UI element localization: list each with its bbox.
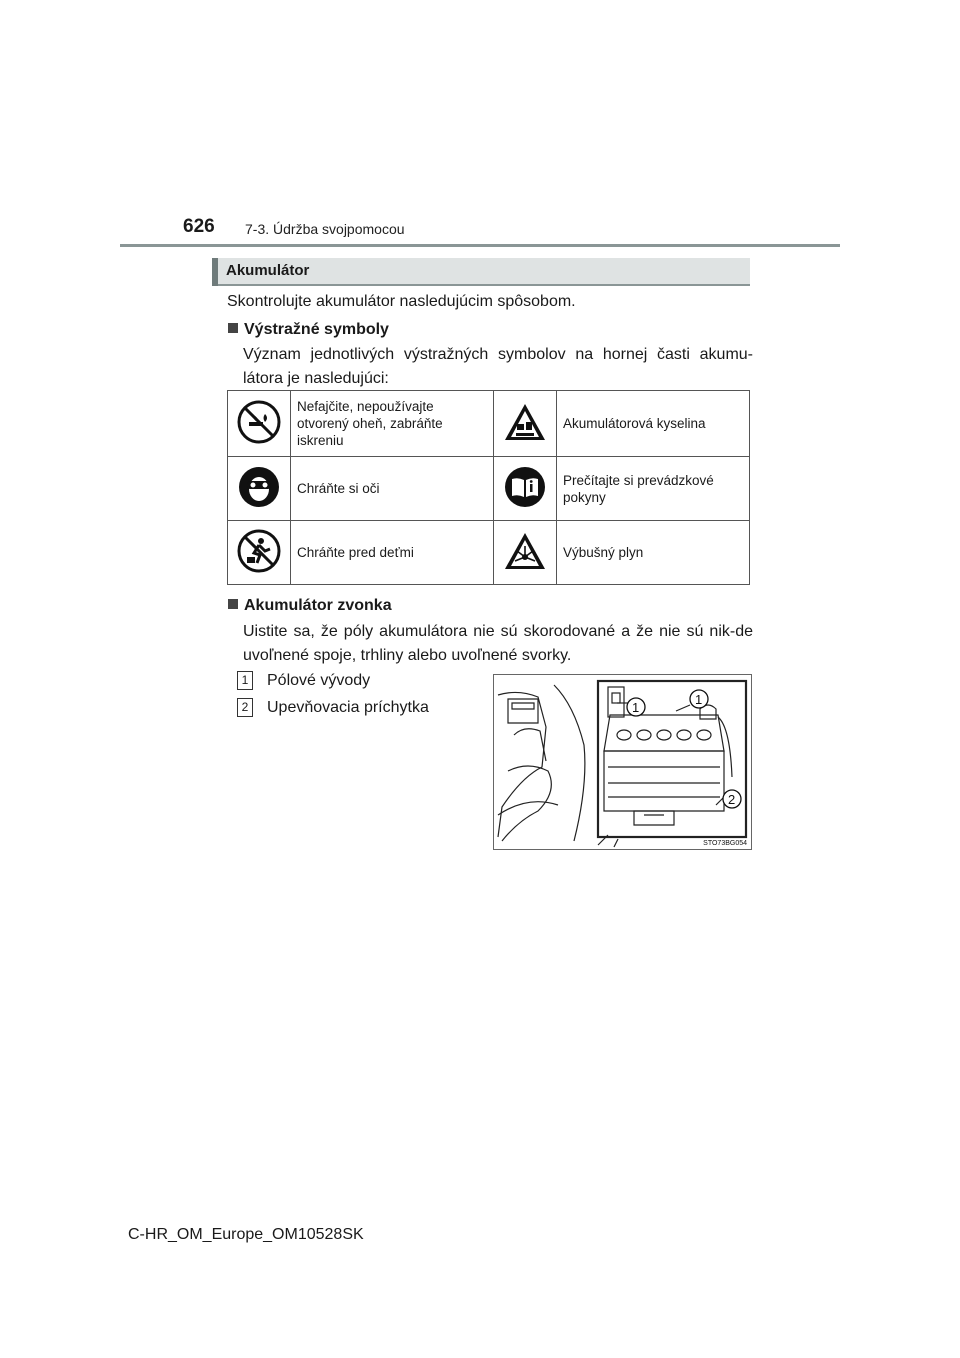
legend-label: Pólové vývody (267, 672, 371, 689)
legend-item (237, 670, 370, 692)
symbol-label: Nefajčite, nepoužívajte otvorený oheň, zabráňte iskreniu (291, 391, 494, 457)
read-manual-icon (494, 457, 557, 521)
table-row (228, 457, 750, 521)
legend-label: Upevňovacia príchytka (267, 699, 429, 716)
symbol-label: Výbušný plyn (557, 521, 750, 585)
legend-number: 2 (237, 698, 253, 717)
callout-number: 1 (632, 700, 640, 715)
illustration-code: STO73BG054 (703, 840, 747, 847)
warning-symbols-text: Význam jednotlivých výstražných symbolov na hornej časti akumu-látora je nasledujúci: (243, 346, 753, 387)
battery-illustration (493, 674, 752, 850)
symbol-label: Chráňte si oči (291, 457, 494, 521)
section-header-title: Akumulátor (226, 262, 310, 279)
symbol-label: Chráňte pred deťmi (291, 521, 494, 585)
exterior-text: Uistite sa, že póly akumulátora nie sú skorodované a že nie sú nik-de uvoľnené spoje, trhliny alebo uvoľnené svorky. (243, 623, 753, 664)
eye-protection-icon (228, 457, 291, 521)
warning-symbols-table (227, 390, 750, 585)
symbol-label: Prečítajte si prevádzkové pokyny (557, 457, 750, 521)
intro-text: Skontrolujte akumulátor nasledujúcim spôsobom. (227, 293, 576, 310)
callout-number: 1 (695, 692, 703, 707)
battery-drawing (494, 675, 751, 849)
warning-symbols-heading (228, 318, 389, 342)
table-row (228, 391, 750, 457)
symbol-label: Akumulátorová kyselina (557, 391, 750, 457)
legend-number: 1 (237, 671, 253, 690)
footer-doc-id: C-HR_OM_Europe_OM10528SK (128, 1226, 364, 1243)
table-row (228, 521, 750, 585)
explosive-gas-icon (494, 521, 557, 585)
section-title: 7-3. Údržba svojpomocou (245, 221, 405, 237)
exterior-heading (228, 594, 392, 618)
warning-symbols-heading-text: Výstražné symboly (244, 321, 389, 338)
square-bullet-icon (228, 599, 238, 609)
acid-warning-icon (494, 391, 557, 457)
section-header-bar (212, 258, 218, 286)
header-rule (120, 244, 840, 247)
callout-number: 2 (728, 792, 736, 807)
keep-children-away-icon (228, 521, 291, 585)
legend-item (237, 697, 429, 719)
square-bullet-icon (228, 323, 238, 333)
section-header (212, 258, 750, 286)
no-smoking-fire-icon (228, 391, 291, 457)
exterior-heading-text: Akumulátor zvonka (244, 597, 392, 614)
page-number: 626 (183, 216, 215, 237)
